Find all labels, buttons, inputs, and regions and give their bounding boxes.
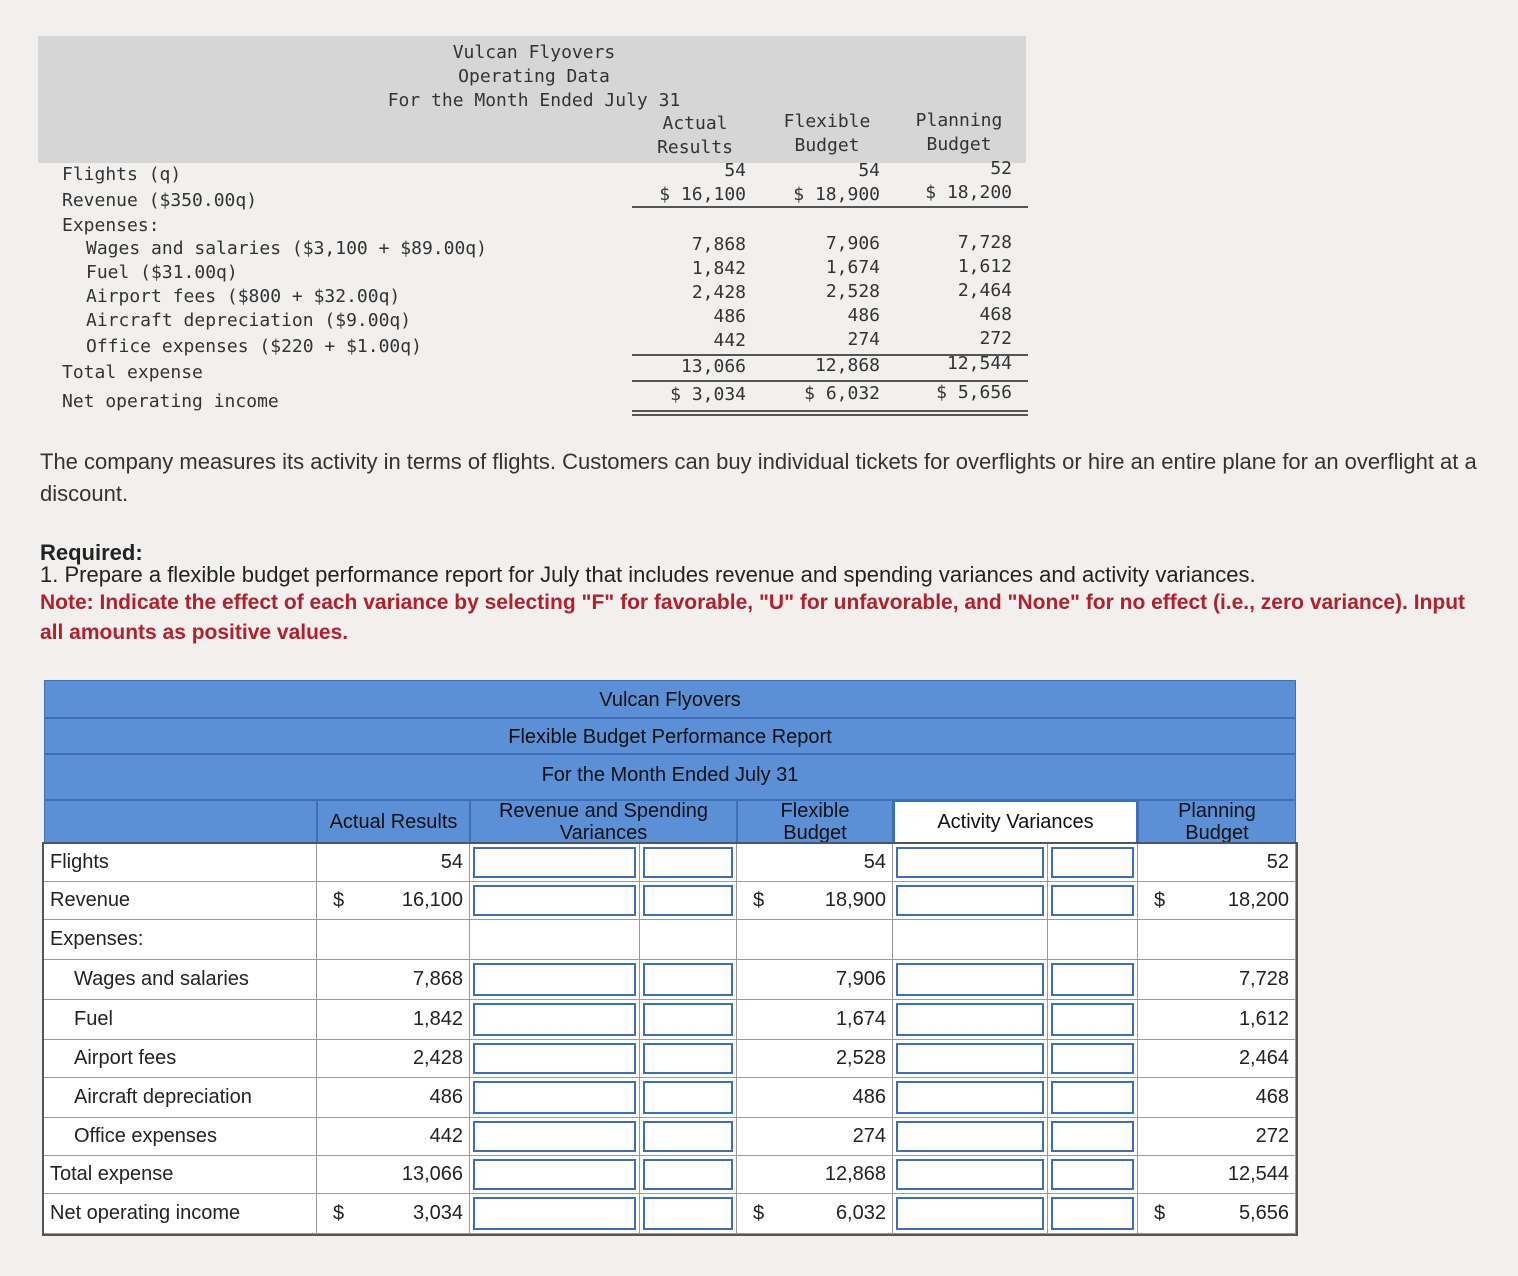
variance-amount-field[interactable] [896,1043,1044,1074]
variance-effect-select[interactable] [1048,882,1138,919]
variance-effect-select[interactable] [640,1000,737,1039]
variance-amount-input[interactable] [893,882,1048,919]
opdata-row-actual: 2,428 [691,282,746,303]
actual-results-cell [317,920,470,959]
variance-effect-dropdown[interactable] [1051,1159,1134,1190]
opdata-row-flexible: $ 18,900 [793,184,880,205]
planning-budget-cell: 18,200 [1138,882,1296,919]
variance-effect-select[interactable] [640,844,737,881]
opdata-row-actual: 486 [713,306,746,327]
table-row [44,1040,1296,1078]
variance-amount-field[interactable] [473,847,636,878]
required-label: Required: [40,540,143,565]
table-row [44,882,1296,920]
opdata-row-planning: 468 [979,304,1012,325]
variance-amount-input[interactable] [470,1194,640,1233]
opdata-row-label: Office expenses ($220 + $1.00q) [86,336,422,357]
variance-amount-input[interactable] [893,1000,1048,1039]
flexible-budget-cell [737,920,893,959]
variance-amount-field[interactable] [473,963,636,996]
variance-effect-select[interactable] [640,960,737,999]
planning-budget-cell: 1,612 [1138,1000,1296,1039]
row-label: Wages and salaries [44,960,317,999]
variance-effect-dropdown[interactable] [1051,1197,1134,1230]
variance-amount-field[interactable] [473,1043,636,1074]
dollar-sign: $ [1154,1202,1166,1224]
flexible-budget-cell: 18,900 [737,882,893,919]
opdata-col-flexible-line1: Flexible [783,111,871,132]
opdata-row-actual: 1,842 [691,258,746,279]
opdata-row-flexible: 12,868 [814,355,880,376]
flexible-budget-cell: 1,674 [737,1000,893,1039]
variance-amount-input[interactable] [470,882,640,919]
actual-results-cell: 3,034 [317,1194,470,1233]
opdata-row-planning: $ 5,656 [936,382,1012,403]
table-row [44,1078,1296,1118]
dollar-sign: $ [333,1202,345,1224]
actual-results-cell: 2,428 [317,1040,470,1077]
variance-effect-select[interactable] [640,1156,737,1193]
variance-amount-input[interactable] [470,960,640,999]
variance-amount-input[interactable] [893,1156,1048,1193]
row-label: Revenue [44,882,317,919]
variance-amount-input[interactable] [893,1040,1048,1077]
opdata-row-actual: 54 [724,160,746,181]
variance-amount-field[interactable] [896,847,1044,878]
variance-effect-select[interactable] [1048,1078,1138,1117]
variance-amount-input[interactable] [470,1156,640,1193]
row-label: Net operating income [44,1194,317,1233]
table-row [44,1156,1296,1194]
variance-effect-dropdown[interactable] [643,1043,733,1074]
opdata-row-label: Flights (q) [62,164,182,185]
opdata-row-label: Revenue ($350.00q) [62,190,258,211]
row-label: Airport fees [44,1040,317,1077]
opdata-row-planning: $ 18,200 [925,182,1012,203]
variance-effect-dropdown[interactable] [1051,885,1134,916]
variance-effect-dropdown[interactable] [643,1197,733,1230]
opdata-row-actual: 442 [713,330,746,351]
header-rsv-line1: Revenue and Spending [498,800,709,822]
actual-results-cell: 486 [317,1078,470,1117]
report-table-body [44,844,1296,1234]
flexible-budget-cell: 6,032 [737,1194,893,1233]
actual-results-cell: 54 [317,844,470,881]
variance-effect-select[interactable] [1048,844,1138,881]
variance-amount-input [893,920,1048,959]
opdata-row-flexible: 54 [858,160,880,181]
variance-effect-dropdown[interactable] [643,1003,733,1036]
variance-amount-input[interactable] [893,1194,1048,1233]
variance-amount-input[interactable] [470,844,640,881]
variance-amount-input[interactable] [470,1078,640,1117]
variance-effect-dropdown[interactable] [1051,1043,1134,1074]
opdata-row-actual: $ 3,034 [670,384,746,405]
planning-budget-cell: 7,728 [1138,960,1296,999]
variance-amount-field[interactable] [473,1197,636,1230]
variance-effect-dropdown[interactable] [643,847,733,878]
header-plan-line1: Planning [1178,800,1256,822]
opdata-noi-rule [632,410,1028,412]
opdata-col-actual-line2: Results [657,137,733,158]
variance-effect-select[interactable] [640,1040,737,1077]
header-actual-results: Actual Results [317,800,470,844]
variance-effect-dropdown[interactable] [1051,847,1134,878]
opdata-row-flexible: 1,674 [825,257,880,278]
planning-budget-cell: 468 [1138,1078,1296,1117]
opdata-row-actual: $ 16,100 [659,184,746,205]
opdata-noi-rule-double [632,414,1028,416]
opdata-col-flexible-line2: Budget [794,135,860,156]
opdata-row-label: Fuel ($31.00q) [86,262,238,283]
variance-amount-input [470,920,640,959]
planning-budget-cell: 12,544 [1138,1156,1296,1193]
variance-effect-select[interactable] [1048,960,1138,999]
variance-effect-dropdown[interactable] [643,1121,733,1152]
opdata-period: For the Month Ended July 31 [387,90,681,111]
variance-effect-select[interactable] [640,1194,737,1233]
table-row [44,1194,1296,1234]
opdata-row-planning: 12,544 [946,353,1012,374]
dollar-sign: $ [333,889,345,911]
variance-amount-input[interactable] [470,1118,640,1155]
opdata-col-planning-line2: Budget [926,134,992,155]
variance-effect-select[interactable] [1048,1194,1138,1233]
variance-effect-select[interactable] [640,1118,737,1155]
variance-amount-field[interactable] [473,1003,636,1036]
variance-amount-input[interactable] [470,1000,640,1039]
opdata-row-label: Net operating income [62,391,279,412]
flexible-budget-report [44,680,1296,1240]
table-row [44,960,1296,1000]
variance-effect-dropdown[interactable] [1051,1003,1134,1036]
flexible-budget-cell: 2,528 [737,1040,893,1077]
opdata-col-planning-line1: Planning [915,110,1003,131]
header-flex-line2: Budget [783,822,847,844]
opdata-row-planning: 1,612 [957,256,1012,277]
variance-amount-input[interactable] [893,960,1048,999]
planning-budget-cell: 272 [1138,1118,1296,1155]
opdata-revenue-rule [632,206,1028,208]
variance-effect-select [640,920,737,959]
variance-amount-input[interactable] [470,1040,640,1077]
variance-effect-dropdown[interactable] [643,963,733,996]
opdata-row-label: Expenses: [62,215,160,236]
variance-amount-input[interactable] [893,1078,1048,1117]
header-label-column [44,800,317,844]
table-row [44,1000,1296,1040]
report-title: Flexible Budget Performance Report [44,718,1296,754]
opdata-row-planning: 52 [990,158,1012,179]
actual-results-cell: 442 [317,1118,470,1155]
variance-amount-field[interactable] [473,1121,636,1152]
variance-amount-field[interactable] [896,885,1044,916]
planning-budget-cell: 5,656 [1138,1194,1296,1233]
planning-budget-cell: 52 [1138,844,1296,881]
opdata-col-actual-line1: Actual [662,113,728,134]
variance-amount-field[interactable] [896,1081,1044,1114]
variance-effect-select[interactable] [640,1078,737,1117]
header-plan-line2: Budget [1185,822,1249,844]
flexible-budget-cell: 54 [737,844,893,881]
dollar-sign: $ [1154,889,1166,911]
header-flexible-budget [737,800,893,844]
opdata-row-label: Total expense [62,362,203,383]
opdata-row-flexible: 486 [847,305,880,326]
variance-amount-field[interactable] [473,885,636,916]
header-rsv-line2: Variances [559,822,648,844]
flexible-budget-cell: 486 [737,1078,893,1117]
opdata-row-planning: 272 [979,328,1012,349]
variance-effect-dropdown[interactable] [1051,963,1134,996]
variance-amount-field[interactable] [896,1197,1044,1230]
header-activity-variances: Activity Variances [893,800,1138,844]
variance-effect-select [1048,920,1138,959]
row-label: Fuel [44,1000,317,1039]
opdata-row-flexible: 2,528 [825,281,880,302]
variance-amount-field[interactable] [473,1159,636,1190]
variance-effect-select[interactable] [640,882,737,919]
report-company: Vulcan Flyovers [44,680,1296,718]
row-label: Flights [44,844,317,881]
table-row [44,1118,1296,1156]
variance-effect-dropdown[interactable] [643,885,733,916]
actual-results-cell: 13,066 [317,1156,470,1193]
row-label: Expenses: [44,920,317,959]
opdata-row-planning: 2,464 [957,280,1012,301]
row-label: Office expenses [44,1118,317,1155]
table-row [44,844,1296,882]
actual-results-cell: 16,100 [317,882,470,919]
variance-effect-select[interactable] [1048,1118,1138,1155]
opdata-row-planning: 7,728 [957,232,1012,253]
dollar-sign: $ [753,889,765,911]
variance-amount-field[interactable] [473,1081,636,1114]
opdata-row-flexible: 274 [847,329,880,350]
variance-effect-dropdown[interactable] [643,1159,733,1190]
variance-effect-select[interactable] [1048,1000,1138,1039]
row-label: Aircraft depreciation [44,1078,317,1117]
flexible-budget-cell: 7,906 [737,960,893,999]
variance-amount-field[interactable] [896,963,1044,996]
variance-amount-field[interactable] [896,1121,1044,1152]
row-label: Total expense [44,1156,317,1193]
actual-results-cell: 1,842 [317,1000,470,1039]
flexible-budget-cell: 274 [737,1118,893,1155]
variance-amount-field[interactable] [896,1003,1044,1036]
variance-effect-dropdown[interactable] [643,1081,733,1114]
planning-budget-cell: 2,464 [1138,1040,1296,1077]
report-period: For the Month Ended July 31 [44,754,1296,800]
opdata-row-actual: 7,868 [691,234,746,255]
header-revenue-spending-variances [470,800,737,844]
flexible-budget-cell: 12,868 [737,1156,893,1193]
opdata-row-label: Wages and salaries ($3,100 + $89.00q) [86,238,487,259]
dollar-sign: $ [753,1202,765,1224]
variance-amount-field[interactable] [896,1159,1044,1190]
variance-effect-dropdown[interactable] [1051,1081,1134,1114]
required-text: 1. Prepare a flexible budget performance report for July that includes revenue and spending variances and activity variances. [40,562,1256,587]
opdata-title: Operating Data [458,66,610,87]
opdata-row-label: Aircraft depreciation ($9.00q) [86,310,412,331]
planning-budget-cell [1138,920,1296,959]
header-planning-budget [1138,800,1296,844]
variance-amount-input[interactable] [893,844,1048,881]
opdata-row-flexible: 7,906 [825,233,880,254]
opdata-row-label: Airport fees ($800 + $32.00q) [86,286,401,307]
actual-results-cell: 7,868 [317,960,470,999]
required-note: Note: Indicate the effect of each variance by selecting "F" for favorable, "U" for unfavorable, and "None" for no effect (i.e., zero variance). Input all amounts as positive values. [40,591,1466,644]
variance-amount-input[interactable] [893,1118,1048,1155]
variance-effect-dropdown[interactable] [1051,1121,1134,1152]
variance-effect-select[interactable] [1048,1040,1138,1077]
header-flex-line1: Flexible [780,800,850,822]
table-row [44,920,1296,960]
variance-effect-select[interactable] [1048,1156,1138,1193]
problem-description: The company measures its activity in terms of flights. Customers can buy individual tickets for overflights or hire an entire plane for an overflight at a discount. [40,449,1477,506]
opdata-row-actual: 13,066 [680,356,746,377]
opdata-company: Vulcan Flyovers [452,42,616,63]
opdata-row-flexible: $ 6,032 [804,383,880,404]
